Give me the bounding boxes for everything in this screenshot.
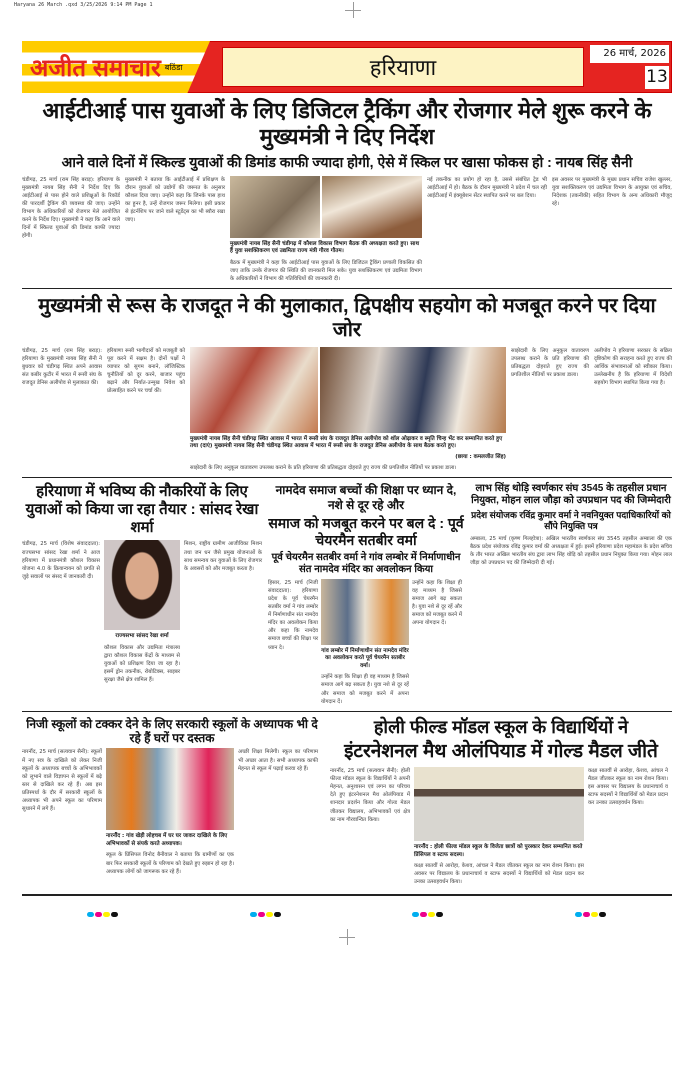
edition-city: बठिंडा (164, 62, 183, 72)
news-photo (322, 176, 422, 238)
file-slug: Haryana 26 March .qxd 3/25/2026 9:14 PM Page 1 (14, 2, 153, 8)
divider (22, 711, 672, 712)
story-headline: निजी स्कूलों को टक्कर देने के लिए सरकारी स्कूलों के अध्यापक भी दे रहे हैं घरों पर दस्तक (26, 716, 318, 746)
news-photo (321, 579, 409, 645)
article-column: उन्होंने कहा कि शिक्षा ही वह माध्यम है जिससे समाज आगे बढ़ सकता है। युवा नशे से दूर रहें और समाज को मजबूत करने में अपना योगदान दें। (412, 579, 462, 627)
divider (22, 288, 672, 289)
story-headline: लाभ सिंह थोड़ि स्वर्णकार संघ 3545 के तहसील प्रधान नियुक्त, मोहन लाल जौड़ा को उपप्रधान पद की जिम्मेदारी (471, 483, 671, 507)
news-photo (414, 767, 584, 841)
bottom-rule (22, 894, 672, 896)
story-headline: समाज को मजबूत करने पर बल दे : पूर्व चेयरमैन सतबीर वर्मा (268, 515, 464, 549)
rekha-sharma-story (22, 483, 262, 684)
math-olympiad-story (330, 717, 672, 887)
swarnkar-sangh-story (470, 483, 672, 567)
article-column: अच्छी शिक्षा मिलेगी। स्कूल का परिणाम भी अच्छा आता है। सभी अध्यापक काफी मेहनत से स्कूल में पढ़ाई करवा रहे हैं। (238, 749, 318, 772)
news-photo (106, 748, 234, 830)
photo-caption: मुख्यमंत्री नायब सिंह सैनी चंडीगढ़ में कौशल विकास विभाग बैठक की अध्यक्षता करते हुए। साथ हैं युवा सशक्तिकरण एवं उद्यमिता राज्य मंत्री गौरव गौतम। (230, 240, 419, 255)
color-registration-bar (250, 902, 282, 921)
photo-block (106, 748, 234, 875)
article-column: मुख्यमंत्री ने बताया कि आईटीआई में प्रशिक्षण के दौरान युवाओं को उद्योगों की जरूरत के अनुसार कौशल दिया जाए। उन्होंने कहा कि जिनके पास हाथ का हुनर है, उन्हें रोजगार जरूर मिलेगा। इसी प्रकार से इंटर्नशिप पर जाने वाले स्टूडेंट्स का भी ब्यौरा रखा जाए। (125, 176, 225, 224)
story-subheadline: प्रदेश संयोजक रविंद्र कुमार वर्मा ने नवनियुक्त पदाधिकारियों को सौंपे नियुक्ति पत्र (471, 510, 671, 532)
page-number: 13 (646, 67, 668, 87)
article-column: अम्बाला, 25 मार्च (कृष्ण गिलहोत्रा): अखिल भारतीय स्वर्णकार संघ 3545 तहसील अम्बाला की एक बैठक प्रदेश संयोजक रविंद्र कुमार वर्मा की अध्यक्षता में हुई। इसमें हरियाणा प्रदेश महामंडल के प्रदेश सचिव के तौर भारत अखिल भारतीय संघ द्वारा लाभ सिंह थोड़ि को तहसील प्रधान नियुक्त किया गया। मोहन लाल जौड़ा को उपप्रधान पद की जिम्मेदारी दी गई। (470, 536, 672, 567)
story-body (268, 579, 464, 706)
article-column: बैठक में मुख्यमंत्री ने कहा कि आईटीआई पास युवाओं के लिए डिजिटल ट्रैकिंग प्रणाली विकसित की जाए ताकि उनके रोजगार की स्थिति की जानकारी मिल सके। युवा सशक्तिकरण एवं उद्यमिता विभाग के अधिकारियों ने विभाग की गतिविधियों की जानकारी दी। (230, 259, 422, 282)
photo-pair (190, 347, 506, 433)
story-body (330, 767, 672, 886)
article-column: हिसार, 25 मार्च (निजी संवाददाता): हरियाणा प्रदेश के पूर्व चेयरमैन सतबीर वर्मा ने गांव लम्बोर में निर्माणाधीन संत नामदेव मंदिर का अवलोकन किया और कहा कि नामदेव समाज बच्चों की शिक्षा पर ध्यान दे। (268, 579, 318, 651)
story-headline-line2: इंटरनेशनल मैथ ओलंपियाड में गोल्ड मैडल जीते (344, 741, 658, 763)
article-column: नारनौंद, 25 मार्च (सत्यवान सैनी): होली फील्ड मॉडल स्कूल के विद्यार्थियों ने अपनी मेहनत, अनुशासन एवं लगन का परिचय देते हुए इंटरनेशनल मैथ ओलंपियाड में शानदार प्रदर्शन किया और गोल्ड मेडल जीतकर विद्यालय, अभिभावकों एवं क्षेत्र का नाम गौरवान्वित किया। (330, 768, 410, 823)
story-headline: हरियाणा में भविष्य की नौकरियों के लिए युवाओं को किया जा रहा तैयार : सांसद रेखा शर्मा (25, 483, 259, 537)
page-content (22, 0, 672, 949)
photo-caption: नारनौंद : गांव खेड़ी लोहचब में घर घर जाकर दाखिले के लिए अभिभावकों से संपर्क करते अध्यापक। (106, 833, 228, 847)
lead-subheadline: आने वाले दिनों में स्किल्ड युवाओं की डिमांड काफी ज्यादा होगी, ऐसे में स्किल पर खासा फोकस हो : नायब सिंह सैनी (61, 153, 633, 170)
photo-block (190, 347, 506, 473)
article-column: अलीपोव ने हरियाणा सरकार के सक्रिय दृष्टिकोण की सराहना करते हुए राज्य की आर्थिक संभावनाओं को स्वीकार किया। उल्लेखनीय है कि हरियाणा में विदेशी सहयोग विभाग स्थापित किया गया है। (594, 347, 672, 387)
lead-story-body (22, 176, 672, 283)
color-registration-strip (22, 902, 672, 921)
russia-envoy-story (22, 294, 672, 473)
story-body (22, 748, 322, 875)
news-photo (230, 176, 320, 238)
color-registration-bar (412, 902, 444, 921)
photo-caption: राज्यसभा सांसद रेखा शर्मा (115, 633, 169, 640)
story-subheadline: पूर्व चेयरमैन सतबीर वर्मा ने गांव लम्बोर में निर्माणाधीन संत नामदेव मंदिर का अवलोकन किया (271, 551, 461, 575)
article-column: उन्होंने कहा कि शिक्षा ही वह माध्यम है जिससे समाज आगे बढ़ सकता है। युवा नशे से दूर रहें और समाज को मजबूत करने में अपना योगदान दें। (321, 674, 409, 705)
photo-caption: नारनौंद : होली फील्ड मॉडल स्कूल के विजेता छात्रों को पुरस्कार देकर सम्मानित करते प्रिंसिपल व स्टाफ सदस्य। (414, 844, 583, 858)
lead-story (22, 98, 672, 283)
story-body (22, 540, 262, 684)
color-registration-bar (575, 902, 607, 921)
issue-date: 26 मार्च, 2026 (590, 45, 669, 63)
story-headline: होली फील्ड मॉडल स्कूल के विद्यार्थियों ने (373, 716, 629, 737)
article-column: कौशल विकास और उद्यमिता मंत्रालय द्वारा कौशल विकास केंद्रों के माध्यम से युवाओं को प्रशिक्षण दिया जा रहा है। इसमें ड्रोन तकनीक, रोबोटिक्स, साइबर सुरक्षा जैसे क्षेत्र शामिल हैं। (104, 644, 180, 684)
article-column: चंडीगढ़, 25 मार्च (विशेष संवाददाता): राज्यसभा सांसद रेखा शर्मा ने आज हरियाणा में प्रधानमंत्री कौशल विकास योजना 4.0 के क्रियान्वयन को प्रगति से जुड़े सवालों पर संसद में जानकारी दी। (22, 541, 100, 580)
namdev-temple-story (268, 483, 464, 705)
article-column: साझेदारी के लिए अनुकूल वातावरण उपलब्ध कराने के प्रति हरियाणा की प्रतिबद्धता दोहराते हुए राज्य की प्रगतिशील नीतियों पर प्रकाश डाला। (190, 465, 457, 472)
story-headline: मुख्यमंत्री से रूस के राजदूत ने की मुलाकात, द्विपक्षीय सहयोग को मजबूत करने पर दिया जोर (38, 294, 656, 341)
mp-portrait-photo (104, 540, 180, 630)
middle-stories-row (22, 483, 672, 705)
color-registration-bar (87, 902, 119, 921)
photo-caption: गांव लम्बोर में निर्माणाधीन संत नामदेव मंदिर का अवलोकन करते पूर्व चेयरमैन सतबीर वर्मा। (321, 647, 409, 669)
bottom-stories-row (22, 717, 672, 887)
article-column: नई तकनीक का प्रयोग हो रहा है, उससे संबंधित ट्रेड भी आईटीआई में हो। बैठक के दौरान मुख्यमंत्री ने प्रदेश में चल रही आईटीआई में इंक्यूबेशन सेंटर स्थापित करने पर बल दिया। (427, 176, 547, 199)
news-photo (190, 347, 318, 433)
photo-block (104, 540, 180, 684)
photo-block (414, 767, 584, 886)
photo-caption: मुख्यमंत्री नायब सिंह सैनी चंडीगढ़ स्थित आवास में भारत में रूसी संघ के राजदूत डेनिस अलीपोव को शॉल ओढ़ाकर व स्मृति चिन्ह भेंट कर सम्मानित करते हुए तथा (दाएं) मुख्यमंत्री नायब सिंह सैनी चंडीगढ़ स्थित आवास में भारत में रूसी संघ के राजदूत डेनिस अलीपोव के साथ बैठक करते हुए। (190, 435, 503, 450)
photo-block (321, 579, 409, 706)
bottom-crop-mark (22, 921, 672, 949)
article-column: चंडीगढ़, 25 मार्च (राम सिंह बराड़): हरियाणा के मुख्यमंत्री नायब सिंह सैनी ने बुधवार को चंडीगढ़ स्थित अपने आवास संत कबीर कुटीर में भारत में रूसी संघ के राजदूत डेनिस अलीपोव से मुलाकात की। (22, 347, 102, 387)
article-column: हरियाणा रूसी भागीदारों को मजबूती को पूरा करने में सक्षम है। दोनों पक्षों ने व्यापार को सुगम बनाने, लॉजिस्टिक चुनौतियों को दूर करने, बाजार पहुंच बढ़ाने और निर्यात-उन्मुख निवेश को प्रोत्साहित करने पर चर्चा की। (107, 347, 185, 395)
article-column: चंडीगढ़, 25 मार्च (राम सिंह बराड़): हरियाणा के मुख्यमंत्री नायब सिंह सैनी ने निर्देश दिए कि आईटीआई से पास होने वाले प्रशिक्षुओं के रिकॉर्ड की पारदर्शी ट्रैकिंग की व्यवस्था की जाए। उन्होंने विभाग के अधिकारियों को रोजगार मेले आयोजित करने के निर्देश दिए। मुख्यमंत्री ने कहा कि आने वाले दिनों में स्किल्ड युवाओं की डिमांड काफी ज्यादा होगी। (22, 176, 120, 240)
article-column: कक्षा सातवीं से आरोहा, केशव, आंचल ने मैडल जीतकर स्कूल का नाम रोशन किया। इस अवसर पर विद्यालय के प्रधानाचार्य व स्टाफ सदस्यों ने विद्यार्थियों को मेडल प्रदान कर उनका उत्साहवर्धन किया। (414, 863, 584, 886)
newspaper-logo: अजीत समाचार (30, 54, 161, 82)
story-body (22, 347, 672, 473)
article-column: साझेदारी के लिए अनुकूल वातावरण उपलब्ध कराने के प्रति हरियाणा की प्रतिबद्धता दोहराते हुए राज्य की प्रगतिशील नीतियों पर प्रकाश डाला। (511, 347, 589, 379)
article-column: स्कूल के प्रिंसिपल विनोद बैनीवाल ने बताया कि ग्रामीणों का एक बार फिर सरकारी स्कूलों के परिणाम को देखते हुए रुझान हो रहा है। अध्यापक लोगों को जागरूक कर रहे हैं। (106, 852, 234, 875)
article-column: मिशन, राष्ट्रीय ग्रामीण आजीविका मिशन तथा जन धन जैसे प्रमुख योजनाओं के साथ समन्वय कर युवाओं के लिए रोजगार के अवसरों को और मजबूत करता है। (184, 541, 262, 572)
story-kicker: नामदेव समाज बच्चों की शिक्षा पर ध्यान दे, नशे से दूर रहे और (275, 483, 457, 512)
photo-pair (230, 176, 422, 238)
crop-mark (339, 929, 355, 945)
govt-school-story (22, 717, 322, 876)
article-column: नारनौंद, 25 मार्च (सत्यवान सैनी): स्कूलों में नए सत्र के दाखिले को लेकर निजी स्कूलों के अध्यापक बच्चों के अभिभावकों को लुभाने वाले विज्ञापन से स्कूलों में बढ़े स्तर से दाखिले कर रहे हैं। अब इस प्रतिस्पर्धा के दौर में सरकारी स्कूलों के अध्यापक भी अपने स्कूल का परिणाम सुधारने में लगे हैं। (22, 749, 102, 813)
news-photo (320, 347, 506, 433)
divider (22, 477, 672, 478)
section-title: हरियाणा (222, 47, 584, 87)
photo-credit: (छाया : कमलजीत सिंह) (455, 453, 506, 460)
article-column: कक्षा सातवीं से आरोहा, केशव, आंचल ने मैडल जीतकर स्कूल का नाम रोशन किया। इस अवसर पर विद्यालय के प्रधानाचार्य व स्टाफ सदस्यों ने विद्यार्थियों को मेडल प्रदान कर उनका उत्साहवर्धन किया। (588, 768, 668, 807)
photo-block (230, 176, 422, 283)
lead-headline: आईटीआई पास युवाओं के लिए डिजिटल ट्रैकिंग और रोजगार मेले शुरू करने के मुख्यमंत्री ने दिए निर्देश (42, 98, 652, 150)
article-column: इस अवसर पर मुख्यमंत्री के मुख्य प्रधान सचिव राजेश खुल्लर, युवा सशक्तिकरण एवं उद्यमिता विभाग के आयुक्त एवं सचिव, निदेशक (तकनीकी) सहित विभाग के अन्य अधिकारी मौजूद रहे। (552, 176, 672, 207)
